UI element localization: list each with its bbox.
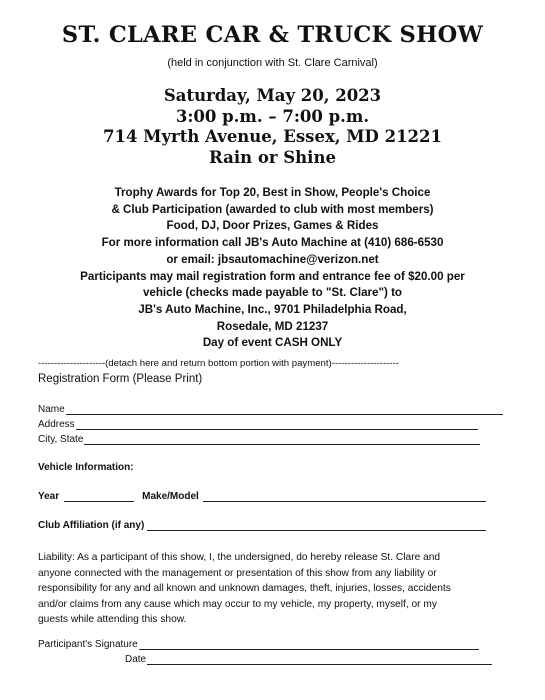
- event-details: [0, 185, 545, 352]
- make-model-label: Make/Model: [142, 491, 199, 502]
- signature-label: Participant's Signature: [38, 639, 138, 650]
- details-line: or email: jbsautomachine@verizon.net: [166, 252, 379, 266]
- liability-line: anyone connected with the management or presentation of this show from any liability or: [38, 567, 437, 579]
- city-state-field[interactable]: [38, 434, 480, 445]
- club-affiliation-input-line[interactable]: [147, 520, 486, 531]
- event-address: 714 Myrth Avenue, Essex, MD 21221: [103, 127, 442, 146]
- name-input-line[interactable]: [66, 404, 503, 415]
- date-input-line[interactable]: [147, 654, 492, 665]
- signature-input-line[interactable]: [139, 639, 479, 650]
- club-affiliation-label: Club Affiliation (if any): [38, 520, 145, 531]
- detach-line: ---------------------(detach here and return bottom portion with payment)---------------------: [38, 358, 399, 369]
- club-affiliation-field[interactable]: [38, 520, 486, 531]
- name-field[interactable]: [38, 404, 503, 415]
- vehicle-info-label: Vehicle Information:: [38, 462, 134, 473]
- registration-form-title: Registration Form (Please Print): [38, 373, 203, 385]
- date-label: Date: [125, 654, 147, 665]
- year-label: Year: [38, 491, 60, 502]
- date-field[interactable]: [125, 654, 492, 665]
- liability-line: responsibility for any and all known and unknown damages, theft, injuries, losses, accidents: [38, 583, 451, 595]
- details-line: Rosedale, MD 21237: [216, 319, 329, 333]
- details-line: Trophy Awards for Top 20, Best in Show, People's Choice: [114, 186, 431, 199]
- event-info: [0, 86, 545, 168]
- name-label: Name: [38, 404, 65, 415]
- vehicle-fields: [38, 491, 486, 502]
- address-label: Address: [38, 419, 75, 430]
- city-state-label: City, State: [38, 434, 84, 445]
- address-field[interactable]: [38, 419, 478, 430]
- liability-line: Liability: As a participant of this show, I, the undersigned, do hereby release St. Clare and: [38, 552, 441, 563]
- page-title: ST. CLARE CAR & TRUCK SHOW: [61, 22, 484, 48]
- liability-line: guests while attending this show.: [38, 614, 187, 626]
- liability-line: and/or claims from any cause which may occur to my vehicle, my property, myself, or my: [38, 598, 437, 610]
- year-input-line[interactable]: [64, 491, 134, 502]
- details-line: & Club Participation (awarded to club with most members): [111, 202, 434, 216]
- event-date: Saturday, May 20, 2023: [163, 86, 382, 105]
- page-subtitle: (held in conjunction with St. Clare Carnival): [167, 57, 378, 69]
- details-line: Day of event CASH ONLY: [202, 336, 343, 350]
- make-model-input-line[interactable]: [203, 491, 486, 502]
- vehicle-info-heading: [38, 462, 134, 473]
- liability-statement: [38, 550, 513, 628]
- details-line: For more information call JB's Auto Machine at (410) 686-6530: [101, 236, 444, 250]
- details-line: Food, DJ, Door Prizes, Games & Rides: [166, 219, 379, 233]
- city-state-input-line[interactable]: [84, 434, 480, 445]
- details-line: Participants may mail registration form and entrance fee of $20.00 per: [80, 269, 465, 283]
- event-time: 3:00 p.m. – 7:00 p.m.: [175, 106, 370, 126]
- event-weather: Rain or Shine: [209, 147, 336, 167]
- signature-field[interactable]: [38, 639, 479, 650]
- address-input-line[interactable]: [76, 419, 478, 430]
- details-line: JB's Auto Machine, Inc., 9701 Philadelphia Road,: [138, 302, 407, 316]
- details-line: vehicle (checks made payable to "St. Clare") to: [142, 286, 403, 300]
